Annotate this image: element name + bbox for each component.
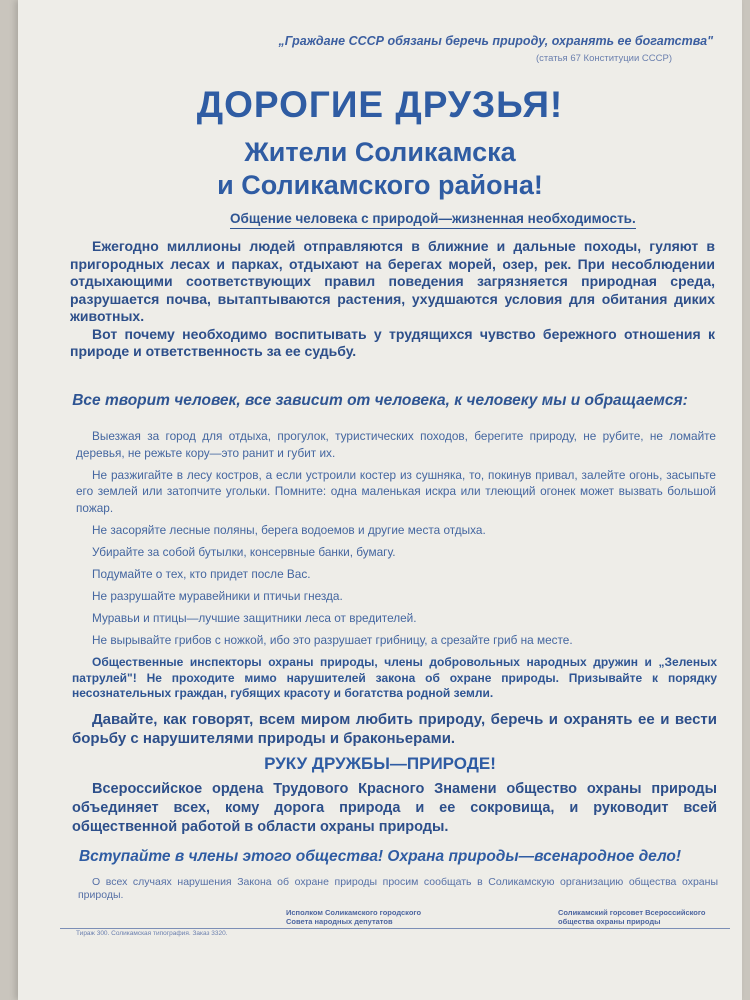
constitution-source: (статья 67 Конституции СССР) <box>536 53 672 64</box>
tip-item: Выезжая за город для отдыха, прогулок, туристических походов, берегите природу, не рубите, не ломайте деревья, не режьте кору—это ранит и губит их. <box>76 429 716 460</box>
tip-item: Не засоряйте лесные поляны, берега водоемов и другие места отдыха. <box>92 522 486 537</box>
section-heading: Все творит человек, все зависит от человека, к человеку мы и обращаемся: <box>72 392 688 409</box>
poster-subtitle-line2: и Соликамского района! <box>217 170 543 200</box>
constitution-quote: „Граждане СССР обязаны беречь природу, охранять ее богатства" <box>278 34 713 48</box>
society-paragraph: Всероссийское ордена Трудового Красного Знамени общество охраны природы объединяет всех, кому дорога природа и ее сокровища, и руководит всей общественной работой в области охраны природы. <box>72 781 717 835</box>
appeal-paragraph: Давайте, как говорят, всем миром любить природу, беречь и охранять ее и вести борьбу с нарушителями природы и браконьерами. <box>72 711 717 747</box>
footer-society: Соликамский горсовет Всероссийского общества охраны природы <box>558 908 706 926</box>
poster-subtitle-line1: Жители Соликамска <box>244 137 516 167</box>
poster-title: ДОРОГИЕ ДРУЗЬЯ! <box>196 84 564 125</box>
intro-paragraph-2: Вот почему необходимо воспитывать у трудящихся чувство бережного отношения к природе и ответственность за ее судьбу. <box>70 325 715 359</box>
intro-paragraph-1: Ежегодно миллионы людей отправляются в ближние и дальные походы, гуляют в пригородных лесах и парках, отдыхают на берегах морей, озер, рек. При несоблюдении отдыхающими соответствующих правил поведения загрязняется природная среда, разрушается почва, вытаптываются растения, ухудшаются условия для обитания диких животных. <box>70 238 715 324</box>
join-call: Вступайте в члены этого общества! Охрана природы—всенародное дело! <box>78 848 682 865</box>
tip-item: Не разрушайте муравейники и птичьи гнезда. <box>92 588 343 603</box>
tip-item: Не разжигайте в лесу костров, а если устроили костер из сушняка, то, покинув привал, залейте огонь, засыпьте его землей или затопчите угольки. Помните: одна маленькая искра или тлеющий огонек может вызвать большой пожар. <box>76 467 716 515</box>
inspectors-paragraph: Общественные инспекторы охраны природы, члены добровольных народных дружин и „Зеленых патрулей"! Не проходите мимо нарушителей закона об охране природы. Призывайте к порядку несознательных граждан, губящих красоту и богатства родной земли. <box>72 655 717 700</box>
friendship-slogan: РУКУ ДРУЖБЫ—ПРИРОДЕ! <box>264 754 496 773</box>
intro-text <box>70 238 715 361</box>
tips-list <box>76 428 716 654</box>
motto: Общение человека с природой—жизненная необходимость. <box>230 211 636 229</box>
tip-item: Подумайте о тех, кто придет после Вас. <box>92 566 311 581</box>
footer-divider <box>60 928 730 929</box>
tip-item: Убирайте за собой бутылки, консервные банки, бумагу. <box>92 544 396 559</box>
tip-item: Не вырывайте грибов с ножкой, ибо это разрушает грибницу, а срезайте гриб на месте. <box>92 632 573 647</box>
report-note: О всех случаях нарушения Закона об охране природы просим сообщать в Соликамскую организацию общества охраны природы. <box>78 876 718 901</box>
poster-sheet <box>18 0 742 1000</box>
footer-council: Исполком Соликамского городского Совета народных депутатов <box>286 908 422 926</box>
footer-print-info: Тираж 300. Соликамская типография. Заказ 3320. <box>76 930 228 937</box>
tip-item: Муравьи и птицы—лучшие защитники леса от вредителей. <box>92 610 417 625</box>
